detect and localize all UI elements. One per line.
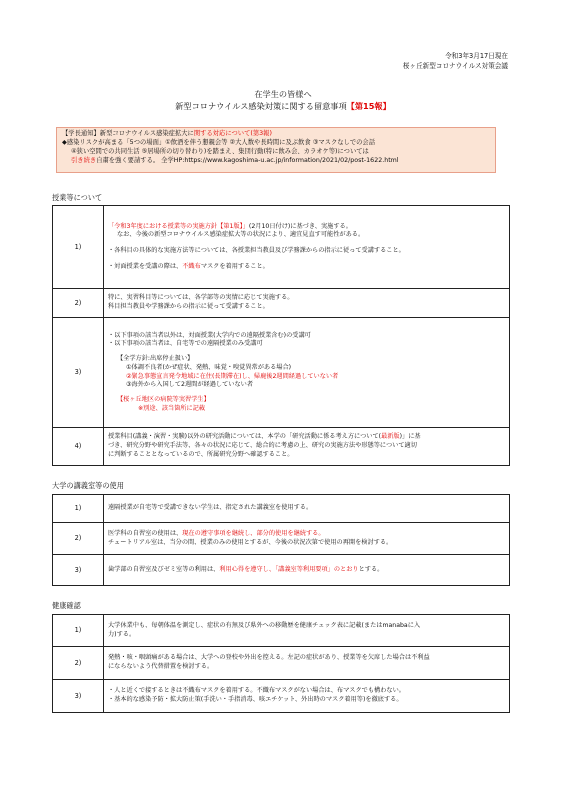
table-row [53,523,510,555]
document-title [0,89,566,113]
row-number: 1) [53,495,104,523]
row-content [104,680,510,713]
text: ・基本的な感染予防・拡大防止策(手洗い・手指消毒、咳エチケット、外出時のマスク着用等)を徹底する。 [108,696,403,703]
rooms-table [52,494,510,586]
notice-line-1 [62,130,490,139]
text: 特に、実習科目等については、各学部等の実情に応じて実施する。 [108,294,294,302]
text: ・人と近くで接するときは不織布マスクを着用する。不織布マスクがない場合は、布マスクでも構わない。 [108,687,405,695]
text: 遠隔授業が自宅等で受講できない学生は、指定された講義室を使用する。 [108,504,313,512]
text: 授業科目(講義・演習・実験)以外の研究活動については、本学の「研究活動に係る考え方について( [108,433,382,441]
table-row [53,495,510,523]
text-red: 最新版 [381,433,400,441]
text-red: ※別途、該当箇所に記載 [138,404,206,412]
president-notice-box [56,127,496,173]
row-content [104,615,510,647]
text-red: 現在の遵守事項を継続し、部分的使用を継続する。 [182,529,325,537]
table-row [53,647,510,680]
document-header [403,52,508,71]
text: 歯学部の自習室及びゼミ室等の利用は、 [108,565,220,573]
text: 医学科の自習室の使用は、 [108,529,183,537]
table-row [53,680,510,713]
row-number: 3) [53,318,104,428]
text: なお、今後の新型コロナウイルス感染症拡大等の状況により、適宜見直す可能性がある。 [117,231,365,239]
text: ・各科目の具体的な実施方法等については、各授業担当教員及び学務課からの指示に従って受講すること。 [108,247,405,254]
text: )」に基 [399,433,421,441]
table-row [53,318,510,428]
text: チュートリアル室は、当分の間、授業のみの使用とするが、今後の状況次第で使用の再開を検討する。 [108,538,393,546]
date-stamp: 令和3年3月17日現在 [445,52,508,60]
row-number: 3) [53,680,104,713]
text: 【全学方針:出席停止扱い】 [117,355,194,363]
text-red: 【桜ヶ丘地区の病院等実習学生】 [117,395,210,403]
text: ・以下事項の該当者は、自宅等での遠隔授業のみ受講可 [108,340,263,348]
text: 科目担当教員や学務課からの指示に従って受講すること。 [108,303,269,310]
classes-table [52,205,510,466]
notice-line-3: ④狭い空間での共同生活 ⑤居場所の切り替わり)を踏まえ、集団行動(特に飲み会、カラオケ等)については [71,147,369,155]
section-title-rooms: 大学の講義室等の使用 [52,481,124,490]
text: マスクを着用すること。 [200,262,269,270]
text: にならないよう代替措置を検討する。 [108,663,214,670]
text: 大学休業中も、毎朝体温を測定し、症状の有無及び県外への移動歴を健康チェック表に記載(またはmanabaに入 [108,621,421,629]
text: ・対面授業を受講の際は、 [108,262,183,270]
text: (2月10日付け)に基づき、実施する。 [248,222,352,230]
row-number: 2) [53,523,104,555]
row-content [104,647,510,680]
row-number: 2) [53,647,104,680]
policy-reference: 「令和3年度における授業等の実施方針【第1版】」 [108,222,249,230]
row-number: 1) [53,615,104,647]
table-row [53,206,510,289]
title-line-1: 在学生の皆様へ [254,89,312,99]
row-number: 1) [53,206,104,289]
text: ③海外から入国して2週間が経過していない者 [126,381,254,389]
text: に判断することとなっているので、所属研究分野へ確認すること。 [108,450,294,458]
table-row [53,555,510,586]
table-row [53,615,510,647]
row-number: 4) [53,428,104,466]
row-content [104,555,510,586]
title-main: 新型コロナウイルス感染対策に関する留意事項 [175,100,347,111]
notice-link-text: 自粛を強く要請する。 全学HP:https://www.kagoshima-u.ac.jp/information/2021/02/post-1622.html [96,156,399,164]
table-row [53,428,510,466]
notice-line-2: ◆感染リスクが高まる「5つの場面」①飲酒を伴う懇親会等 ②大人数や長時間に及ぶ飲食 ③マスクなしでの会話 [62,138,376,146]
row-content [104,289,510,318]
text-red: 不織布 [182,262,201,270]
title-line-2 [0,101,566,113]
row-number: 3) [53,555,104,586]
text-red: ②緊急事態宣言発令地域に在住(長期滞在)し、帰鹿後2週間経過していない者 [126,372,339,380]
row-content [104,495,510,523]
row-content [104,428,510,466]
notice-prefix: 【学長通知】新型コロナウイルス感染症拡大に [62,130,194,137]
text: ①体調不良者(かぜ症状、発熱、味覚・嗅覚異常がある場合) [126,363,292,371]
row-content [104,523,510,555]
notice-prefix-red: 関する対応について(第3報) [193,130,272,137]
organization-name: 桜ヶ丘新型コロナウイルス対策会議 [402,61,508,70]
row-number: 2) [53,289,104,318]
text: 力)する。 [108,630,136,638]
health-table [52,614,510,713]
row-content [104,318,510,428]
edition-label: 【第15報】 [346,100,391,111]
text: づき、研究分野や研究手法等、各々の状況に応じて、総合的に考慮の上、研究の実施方法や形態等について適切 [108,442,417,450]
text: ・以下事項の該当者以外は、対面授業(大学内での遠隔授業含む)の受講可 [108,331,311,339]
notice-line-4 [62,157,490,166]
section-title-health: 健康確認 [52,601,81,610]
notice-red-text: 引き続き [71,156,97,164]
section-title-classes: 授業等について [52,193,103,202]
text: とする。 [358,565,384,573]
text-red: 利用心得を遵守し、「講義室等利用要項」のとおり [219,565,359,573]
table-row [53,289,510,318]
text: 発熱・咳・咽頭痛がある場合は、大学への登校や外出を控える。左記の症状があり、授業等を欠席した場合は不利益 [108,654,430,662]
row-content [104,206,510,289]
